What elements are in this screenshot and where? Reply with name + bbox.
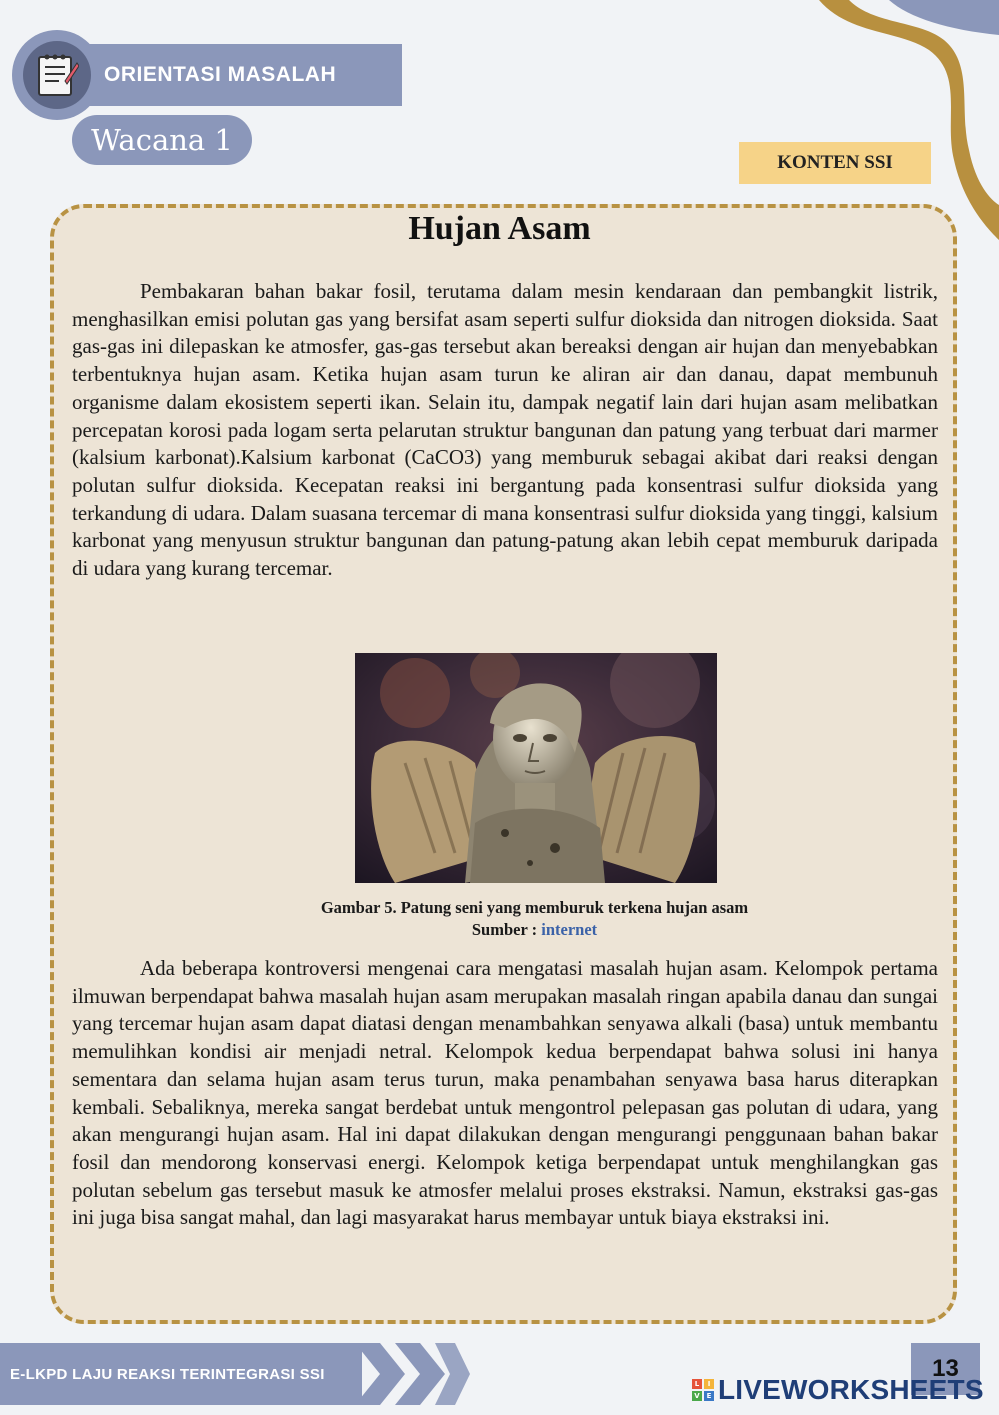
liveworksheets-icon: L I V E [692,1379,714,1401]
notepad-icon-badge [12,30,102,120]
article-title: Hujan Asam [408,210,591,247]
wacana-label: Wacana 1 [72,115,252,165]
source-link[interactable]: internet [541,920,598,939]
liveworksheets-logo [692,1372,984,1408]
footer-banner [0,1343,362,1405]
section-banner [62,44,402,106]
watermark-text: LIVEWORKSHEETS [718,1374,984,1405]
notepad-icon [35,51,79,99]
section-title: ORIENTASI MASALAH [104,63,337,86]
konten-ssi-badge: KONTEN SSI [739,142,931,184]
page-number: 13 [932,1355,959,1382]
paragraph-2: Ada beberapa kontroversi mengenai cara mengatasi masalah hujan asam. Kelompok pertama ilmuwan berpendapat bahwa masalah hujan asam merupakan masalah ringan apabila danau dan sungai yang tercemar hujan asam dapat diatasi dengan menambahkan senyawa alkali (basa) untuk membantu memulihkan kondisi air menjadi netral. Kelompok kedua berpendapat bahwa solusi ini hanya sementara dan selama hujan asam terus turun, maka penambahan senyawa basa harus diterapkan kembali. Sebaliknya, mereka sangat berdebat untuk mengontrol pelepasan gas polutan di udara, yang akan mengurangi hujan asam. Hal ini dapat dilakukan dengan mengurangi penggunaan bahan bakar fosil dan mendorong konservasi energi. Kelompok ketiga berpendapat untuk menghilangkan gas polutan sebelum gas tersebut masuk ke atmosfer melalui proses ekstraksi. Namun, ekstraksi gas-gas ini juga bisa sangat mahal, dan lagi masyarakat harus membayar untuk biaya ekstraksi ini. [72,956,938,1230]
statue-photo [355,653,717,883]
source-label: Sumber : [471,920,542,939]
figure-caption: Gambar 5. Patung seni yang memburuk terkena hujan asam [320,898,749,917]
paragraph-1: Pembakaran bahan bakar fosil, terutama dalam mesin kendaraan dan pembangkit listrik, menghasilkan emisi polutan gas yang bersifat asam seperti sulfur dioksida dan nitrogen dioksida. Saat gas-gas ini dilepaskan ke atmosfer, gas-gas tersebut akan bereaksi dengan air hujan dan menyebabkan terbentuknya hujan asam. Ketika hujan asam turun ke aliran air dan danau, dapat membunuh organisme dalam ekosistem seperti ikan. Selain itu, dampak negatif lain dari hujan asam melibatkan percepatan korosi pada logam serta pelarutan struktur bangunan dan patung yang terbuat dari marmer (kalsium karbonat).Kalsium karbonat (CaCO3) yang memburuk sebagai akibat dari reaksi dengan polutan sulfur dioksida. Kecepatan reaksi ini bergantung pada konsentrasi sulfur dioksida yang terkandung di udara. Dalam suasana tercemar di mana konsentrasi sulfur dioksida yang tinggi, kalsium karbonat yang menyusun struktur bangunan dan patung-patung akan lebih cepat memburuk daripada di udara yang kurang tercemar. [72,279,938,581]
chevron-arrows-icon [355,1343,475,1405]
figure-source [35,920,999,940]
footer-title: E-LKPD LAJU REAKSI TERINTEGRASI SSI [10,1365,325,1383]
